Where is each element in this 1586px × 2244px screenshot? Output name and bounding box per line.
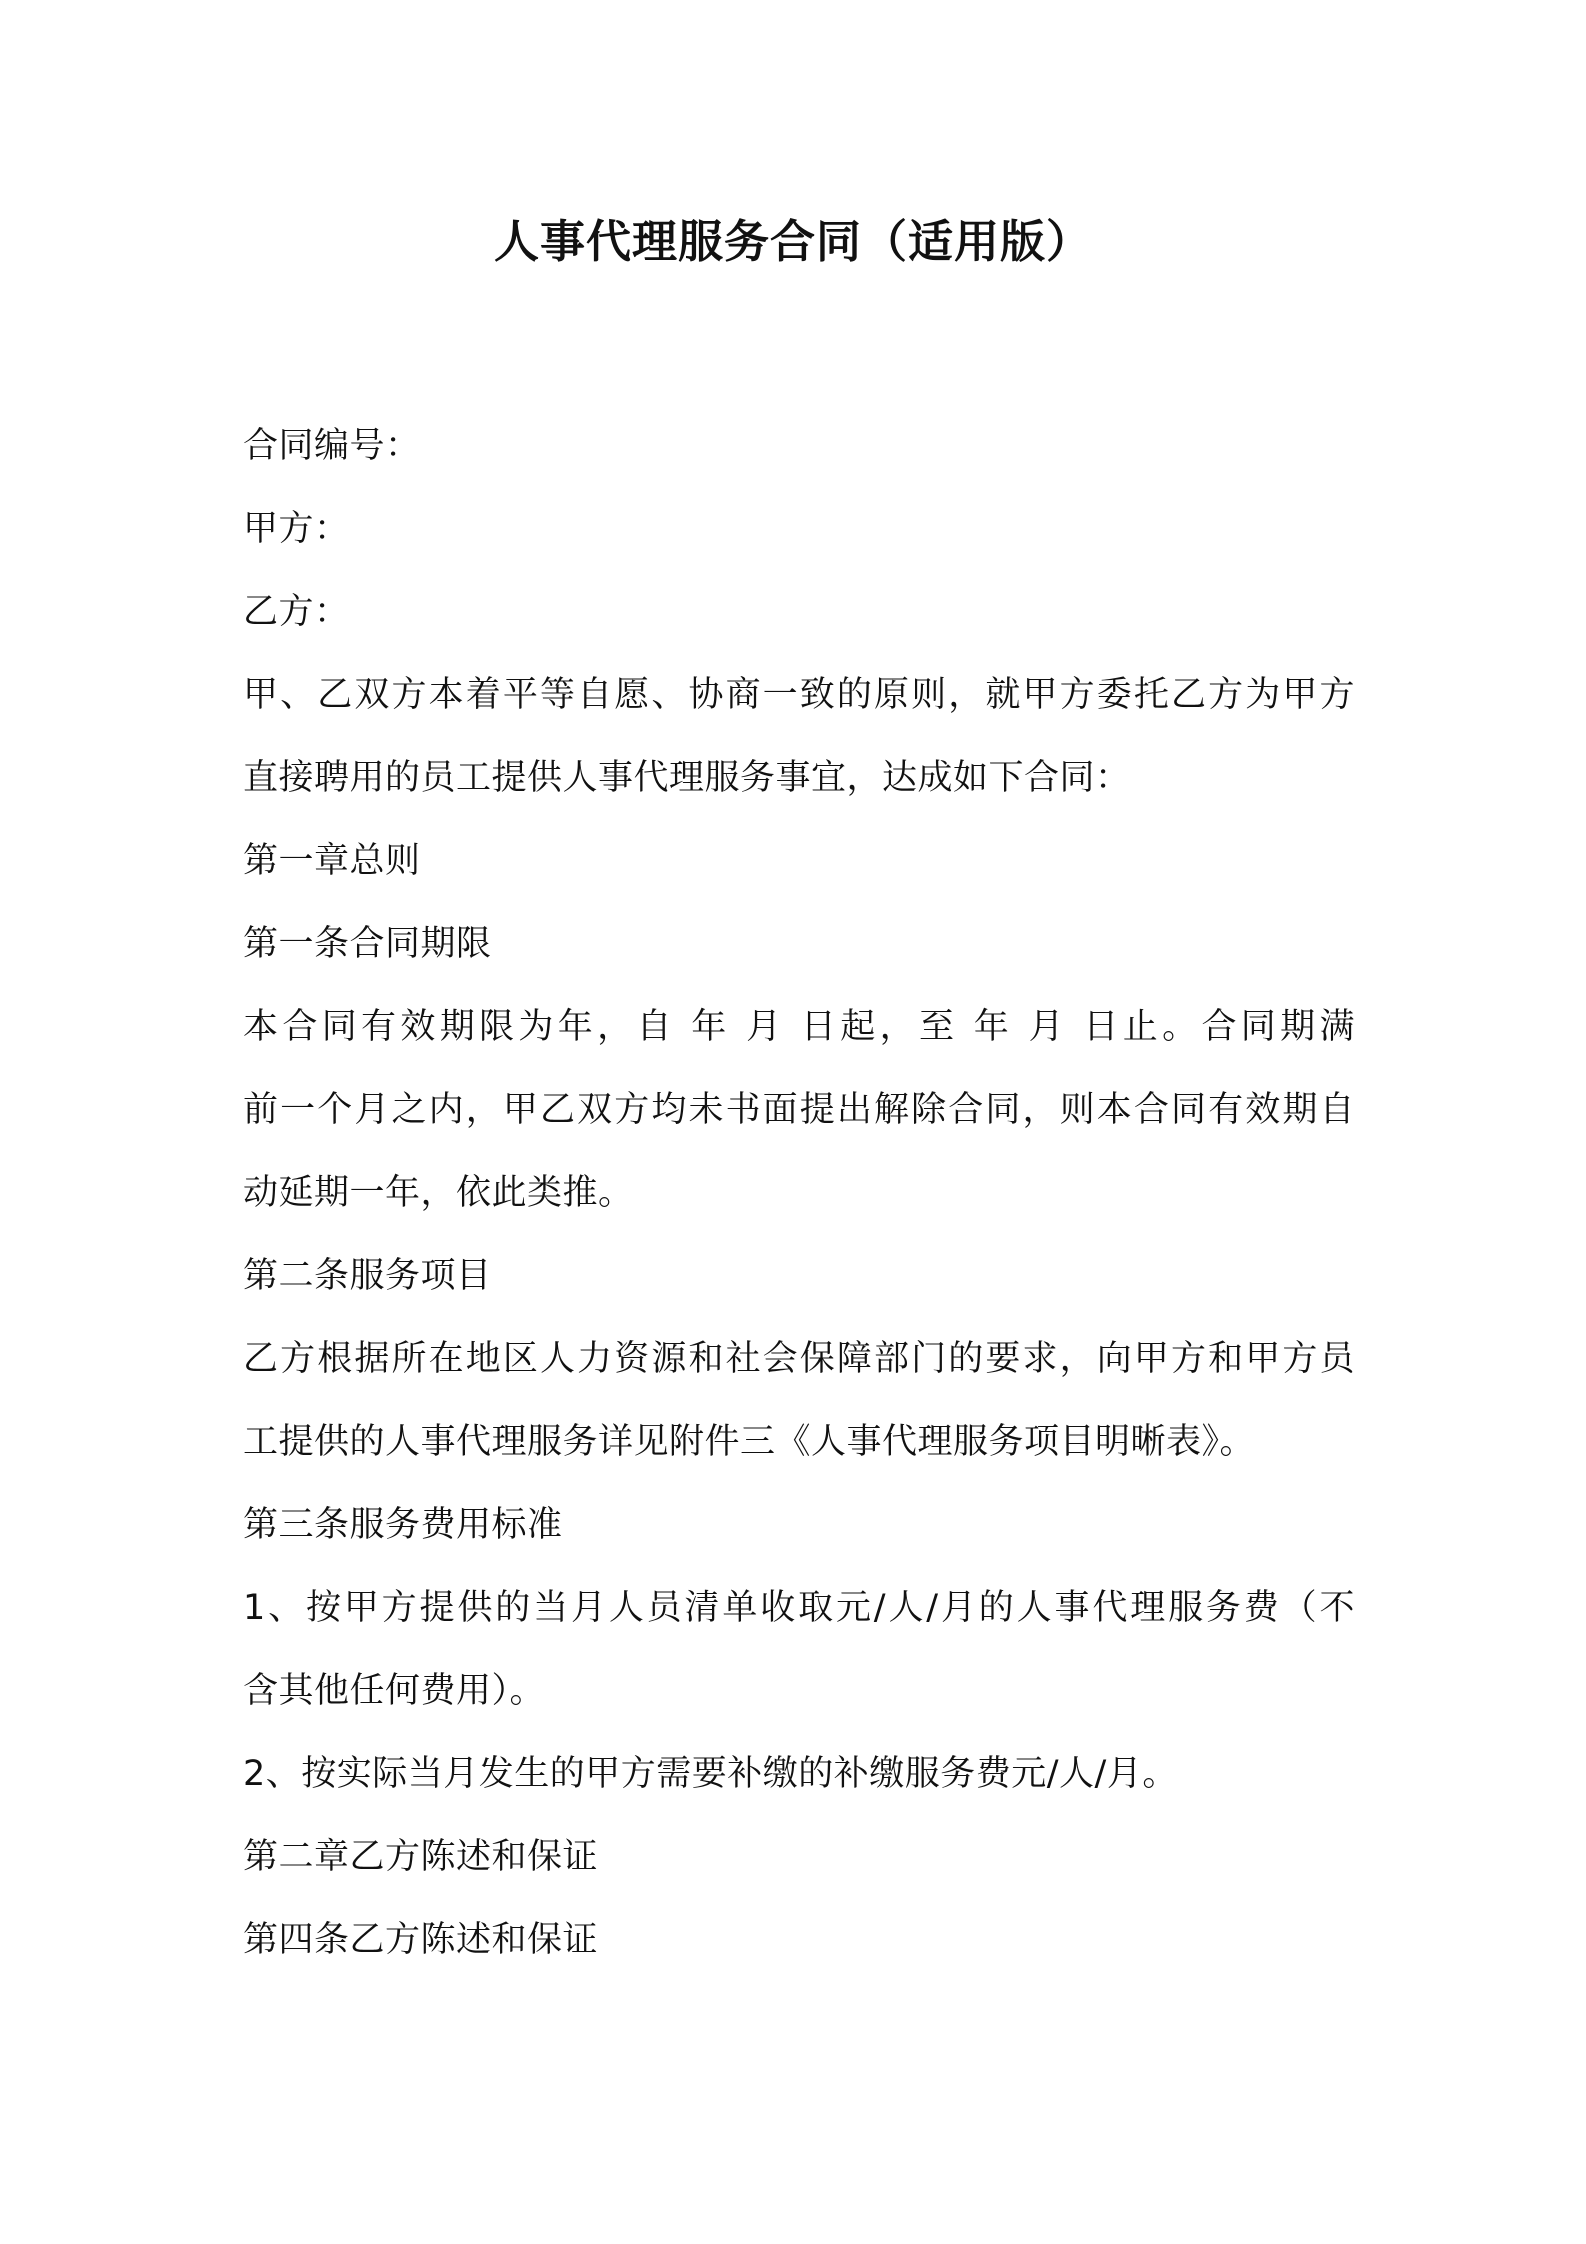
party-b-line: 乙方：	[243, 592, 350, 632]
paragraph-line: 本合同有效期限为年，自 年 月 日起，至 年 月 日止。合同期满	[243, 1007, 1355, 1047]
paragraph-line: 甲、乙双方本着平等自愿、协商一致的原则，就甲方委托乙方为甲方	[243, 675, 1355, 715]
chapter-heading: 第一章总则	[243, 841, 421, 881]
article-heading: 第一条合同期限	[243, 924, 492, 964]
article-heading: 第二条服务项目	[243, 1256, 492, 1296]
party-a-line: 甲方：	[243, 509, 350, 549]
document-title: 人事代理服务合同（适用版）	[493, 215, 1092, 268]
paragraph-line: 前一个月之内，甲乙双方均未书面提出解除合同，则本合同有效期自	[243, 1090, 1355, 1130]
paragraph-line: 工提供的人事代理服务详见附件三《人事代理服务项目明晰表》。	[243, 1422, 1256, 1462]
paragraph-line: 动延期一年，依此类推。	[243, 1173, 634, 1213]
chapter-heading: 第二章乙方陈述和保证	[243, 1837, 599, 1877]
paragraph-line: 乙方根据所在地区人力资源和社会保障部门的要求，向甲方和甲方员	[243, 1339, 1355, 1379]
document-body	[243, 405, 1355, 1982]
contract-number-line: 合同编号：	[243, 426, 421, 466]
paragraph-line: 1、按甲方提供的当月人员清单收取元/人/月的人事代理服务费（不	[243, 1588, 1355, 1628]
paragraph-line: 直接聘用的员工提供人事代理服务事宜，达成如下合同：	[243, 758, 1131, 798]
article-heading: 第四条乙方陈述和保证	[243, 1920, 599, 1960]
article-heading: 第三条服务费用标准	[243, 1505, 563, 1545]
paragraph-line: 含其他任何费用）。	[243, 1671, 546, 1711]
paragraph-line: 2、按实际当月发生的甲方需要补缴的补缴服务费元/人/月。	[243, 1754, 1178, 1794]
